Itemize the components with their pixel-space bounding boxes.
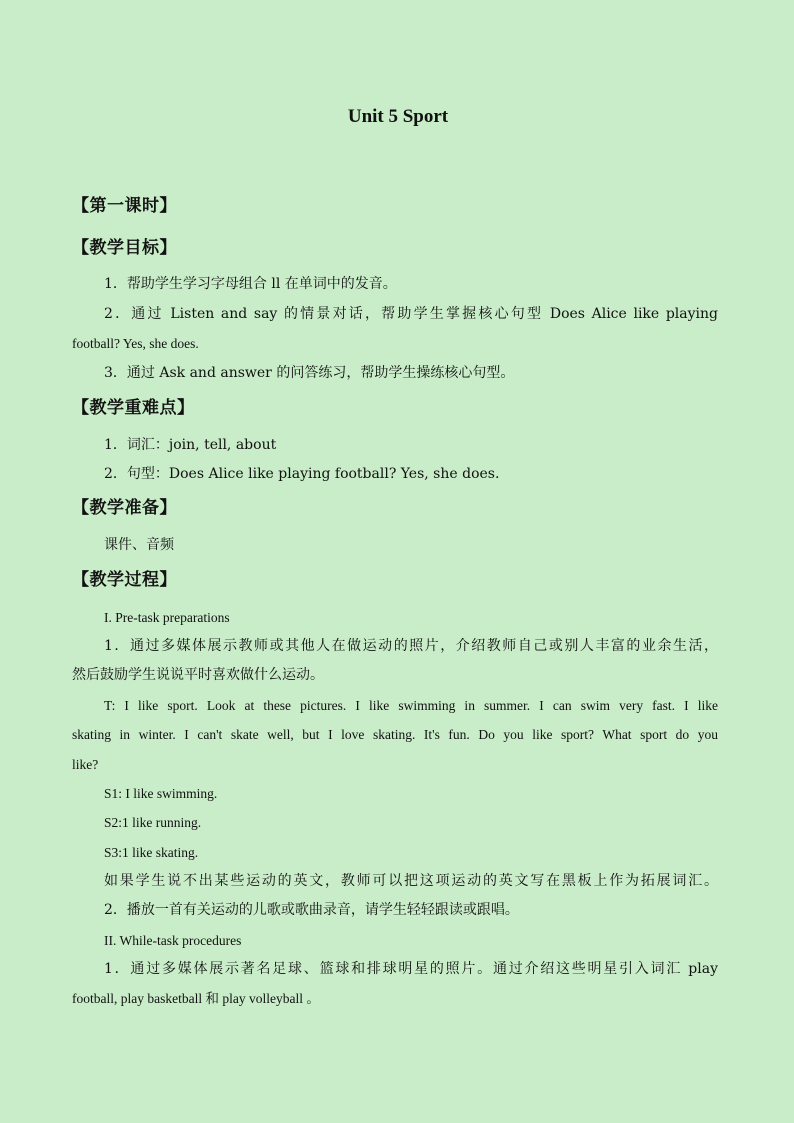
goal-2-line-2: football? Yes, she does. xyxy=(72,336,199,351)
page-title: Unit 5 Sport xyxy=(347,106,449,127)
key-2: 2．句型：Does Alice like playing football? Yes, she does. xyxy=(104,466,500,482)
while-task-1-line-1: 1．通过多媒体展示著名足球、篮球和排球明星的照片。通过介绍这些明星引入词汇 play xyxy=(104,961,718,977)
goal-3: 3．通过 Ask and answer 的问答练习，帮助学生操练核心句型。 xyxy=(104,365,515,381)
prep-1: 课件、音频 xyxy=(104,537,174,553)
heading-process: 【教学过程】 xyxy=(72,570,177,590)
teacher-line-3: like? xyxy=(72,757,99,772)
goal-1: 1．帮助学生学习字母组合 ll 在单词中的发音。 xyxy=(104,276,397,292)
heading-goals: 【教学目标】 xyxy=(72,238,177,258)
teacher-line-2: skating in winter. I can't skate well, but I love skating. It's fun. Do you like sport? What sport do you xyxy=(72,727,718,742)
section-while-task: II. While-task procedures xyxy=(104,933,242,948)
teacher-note: 如果学生说不出某些运动的英文，教师可以把这项运动的英文写在黑板上作为拓展词汇。 xyxy=(104,873,718,889)
while-task-1-line-2: football, play basketball 和 play volleyball 。 xyxy=(72,991,320,1006)
pre-task-1-line-1: 1．通过多媒体展示教师或其他人在做运动的照片，介绍教师自己或别人丰富的业余生活， xyxy=(104,638,718,654)
pre-task-2: 2．播放一首有关运动的儿歌或歌曲录音，请学生轻轻跟读或跟唱。 xyxy=(104,902,519,918)
student-3: S3:1 like skating. xyxy=(104,845,199,860)
key-1: 1．词汇：join, tell, about xyxy=(104,437,277,453)
heading-preparation: 【教学准备】 xyxy=(72,498,177,518)
student-2: S2:1 like running. xyxy=(104,815,202,830)
student-1: S1: I like swimming. xyxy=(104,786,218,801)
goal-2-line-1: 2．通过 Listen and say 的情景对话，帮助学生掌握核心句型 Does Alice like playing xyxy=(104,306,718,322)
heading-lesson: 【第一课时】 xyxy=(72,196,177,216)
teacher-line-1: T: I like sport. Look at these pictures. I like swimming in summer. I can swim very fast. I like xyxy=(104,698,718,713)
pre-task-1-line-2: 然后鼓励学生说说平时喜欢做什么运动。 xyxy=(72,667,324,683)
heading-key-points: 【教学重难点】 xyxy=(72,398,195,418)
section-pre-task: I. Pre-task preparations xyxy=(104,610,230,625)
